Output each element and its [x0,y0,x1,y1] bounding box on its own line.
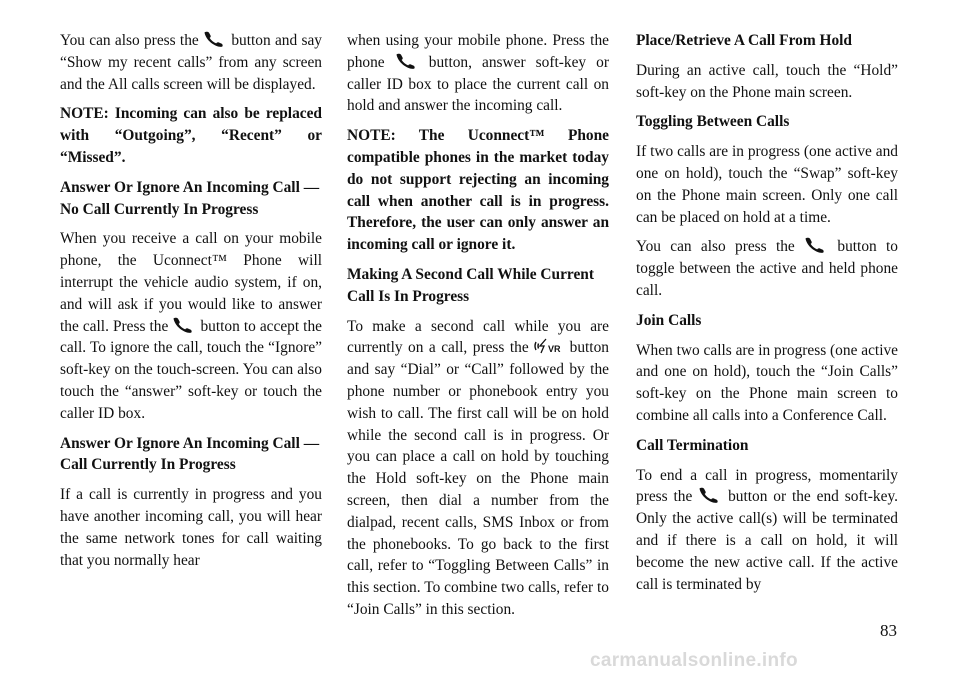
section-heading: Making A Second Call While Current Call Is In Progress [347,265,594,305]
voice-recognition-icon [534,338,564,354]
phone-icon [395,53,419,69]
paragraph: You can also press the button to toggle between the active and held phone call. [636,238,898,299]
column-2 [347,30,609,629]
paragraph: You can also press the button and say “Show my recent calls” from any screen and the All calls screen will be displayed. [60,32,322,93]
section-heading: Answer Or Ignore An Incoming Call — No Call Currently In Progress [60,178,320,218]
phone-icon [804,237,828,253]
section-heading: Call Termination [636,436,749,454]
phone-icon [203,31,227,47]
watermark: carmanualsonline.info [590,650,798,671]
paragraph: To end a call in progress, momentarily press the button or the end soft-key. Only the active call(s) will be terminated and if there is a call on hold, it will become the new active call. If the active call is terminated by [636,466,898,593]
paragraph: when using your mobile phone. Press the phone button, answer soft-key or caller ID box to place the current call on hold and answer the incoming call. [347,32,609,115]
paragraph: During an active call, touch the “Hold” soft-key on the Phone main screen. [636,61,898,101]
phone-icon [698,487,722,503]
column-1 [60,30,322,579]
phone-icon [172,317,196,333]
paragraph: If two calls are in progress (one active and one on hold), touch the “Swap” soft-key on the Phone main screen. Only one call can be placed on hold at a time. [636,143,898,226]
section-heading: Toggling Between Calls [636,113,790,131]
paragraph: When two calls are in progress (one active and one on hold), touch the “Join Calls” soft-key on the Phone main screen to combine all calls into a Conference Call. [636,341,898,424]
paragraph: To make a second call while you are currently on a call, press the VR button and say “Dial” or “Call” followed by the phone number or phonebook entry you wish to call. The first call will be on hold while the second call is in progress. Or you can place a call on hold by touching the Hold soft-key on the Phone main screen, then dial a number from the dialpad, recent calls, SMS Inbox or from the phonebooks. To go back to the first call, refer to “Toggling Between Calls” in this section. To combine two calls, refer to “Join Calls” in this section. [347,317,609,618]
column-3 [636,30,898,603]
section-heading: Answer Or Ignore An Incoming Call — Call Currently In Progress [60,434,320,474]
page-number: 83 [880,621,897,640]
paragraph: When you receive a call on your mobile phone, the Uconnect™ Phone will interrupt the vehicle audio system, if on, and will ask if you would like to answer the call. Press the button to accept the call. To ignore the call, touch the “Ignore” soft-key on the touch-screen. You can also touch the “answer” soft-key or touch the caller ID box. [60,230,322,422]
section-heading: Place/Retrieve A Call From Hold [636,32,852,49]
section-heading: Join Calls [636,311,702,329]
note: NOTE: Incoming can also be replaced with “Outgoing”, “Recent” or “Missed”. [60,105,322,166]
paragraph: If a call is currently in progress and you have another incoming call, you will hear the same network tones for call waiting that you normally hear [60,486,322,569]
svg-text:VR: VR [548,344,561,355]
note: NOTE: The Uconnect™ Phone compatible phones in the market today do not support rejecting an incoming call when another call is in progress. Therefore, the user can only answer an incoming call or ignore it. [347,127,609,254]
